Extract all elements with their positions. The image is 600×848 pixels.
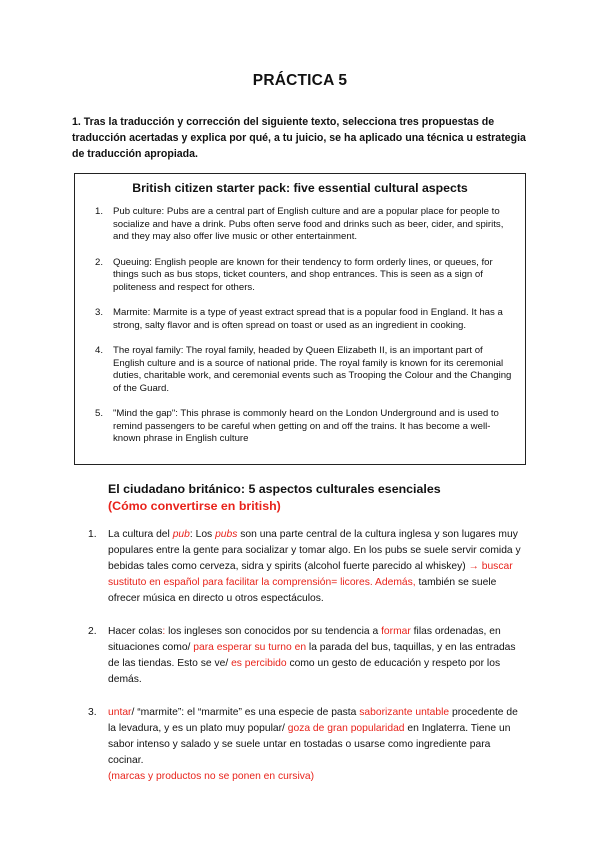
source-list xyxy=(87,206,515,459)
text-run: también se suele ofrecer música en directo u otros espectáculos. xyxy=(108,577,497,604)
text-run: / “marmite”: el “marmite” es una especie de pasta xyxy=(131,707,360,718)
item-number: 5. xyxy=(95,408,104,419)
item-text: "Mind the gap": This phrase is commonly heard on the London Underground and is used to remind passengers to be careful when getting on and off the trains. It has become a well-known phrase in English culture xyxy=(113,408,499,444)
source-item-2 xyxy=(87,257,515,295)
correction-mark: : xyxy=(162,626,166,637)
item-number: 2. xyxy=(95,256,104,268)
correction-mark: untar xyxy=(108,707,132,718)
source-item-4 xyxy=(87,345,515,395)
correction-mark: pubs xyxy=(215,529,238,540)
source-text-box xyxy=(74,173,526,465)
correction-mark: para esperar su turno en xyxy=(193,642,307,653)
translation-title: El ciudadano británico: 5 aspectos culturales esenciales xyxy=(108,482,441,496)
text-run: en Inglaterra. Tiene un sabor intenso y salado y se suele untar en tostadas o usarse como ingrediente para cocinar. xyxy=(108,723,511,766)
text-run: filas ordenadas, en situaciones como/ xyxy=(108,626,501,653)
text-run: la parada del bus, taquillas, y en las entradas de las tiendas. Esto se ve/ xyxy=(108,642,516,669)
item-text: Queuing: English people are known for their tendency to form orderly lines, or queues, for things such as bus stops, ticket counters, and shop entrances. This is seen as a sign of politeness and respect for others. xyxy=(113,256,493,293)
text-run: los ingleses son conocidos por su tendencia a xyxy=(165,626,382,637)
correction-mark: formar xyxy=(381,626,411,637)
item-number: 2. xyxy=(88,626,97,637)
text-run: procedente de la levadura, y es un plato muy popular/ xyxy=(108,707,518,734)
translation-item-3 xyxy=(88,705,528,785)
item-number: 4. xyxy=(95,345,104,356)
text-run: como un gesto de educación y respeto por los demás. xyxy=(108,658,501,685)
item-text: The royal family: The royal family, headed by Queen Elizabeth II, is an important part of English culture and is a source of national pride. The royal family is known for its ceremonial duties, charitable work, and ceremonial events such as Trooping the Colour and the Changing of the Guard. xyxy=(113,345,512,394)
text-run: La cultura del xyxy=(108,529,173,540)
correction-mark: pub xyxy=(172,529,190,540)
instructions: 1. Tras la traducción y corrección del siguiente texto, selecciona tres propuestas de traducción acertadas y explica por qué, a tu juicio, se ha aplicado una técnica u estrategia de traducción apropiada. xyxy=(72,116,526,160)
item-number: 1. xyxy=(95,206,104,217)
item-number: 3. xyxy=(95,307,104,318)
item-text: Pub culture: Pubs are a central part of English culture and are a popular place for people to socialize and have a drink. Pubs often serve food and drinks such as beer, cider, and spirits, and they may also offer live music or other entertainment. xyxy=(113,206,504,242)
correction-note: (marcas y productos no se ponen en cursiva) xyxy=(108,771,315,782)
source-box-title: British citizen starter pack: five essential cultural aspects xyxy=(132,181,468,195)
translation-title-block xyxy=(108,481,441,515)
translation-item-2 xyxy=(88,624,528,688)
item-number: 1. xyxy=(88,529,97,540)
translation-list xyxy=(88,527,528,802)
correction-mark: es percibido xyxy=(231,658,287,669)
item-text: Marmite: Marmite is a type of yeast extract spread that is a popular food in England. It has a strong, salty flavor and is often spread on toast or used as an ingredient in cooking. xyxy=(113,307,503,331)
correction-note: → buscar sustituto en español para facilitar la comprensión= licores. Además, xyxy=(108,561,513,588)
translation-subtitle: (Cómo convertirse en british) xyxy=(108,499,281,513)
source-item-5 xyxy=(87,408,515,446)
text-run: : Los xyxy=(189,529,216,540)
text-run: Hacer colas xyxy=(108,626,163,637)
translation-item-1 xyxy=(88,527,528,607)
correction-mark: goza de gran popularidad xyxy=(287,723,405,734)
item-number: 3. xyxy=(88,707,97,718)
text-run: son una parte central de la cultura inglesa y son lugares muy populares entre la gente para socializar y tomar algo. En los pubs se suele servir comida y bebidas tales como cerveza, sidra y spirits (alcohol fuerte parecido al whiskey) xyxy=(108,529,521,572)
correction-mark: saborizante untable xyxy=(359,707,450,718)
source-item-1 xyxy=(87,206,515,244)
source-item-3 xyxy=(87,307,515,332)
page-title: PRÁCTICA 5 xyxy=(252,72,348,89)
